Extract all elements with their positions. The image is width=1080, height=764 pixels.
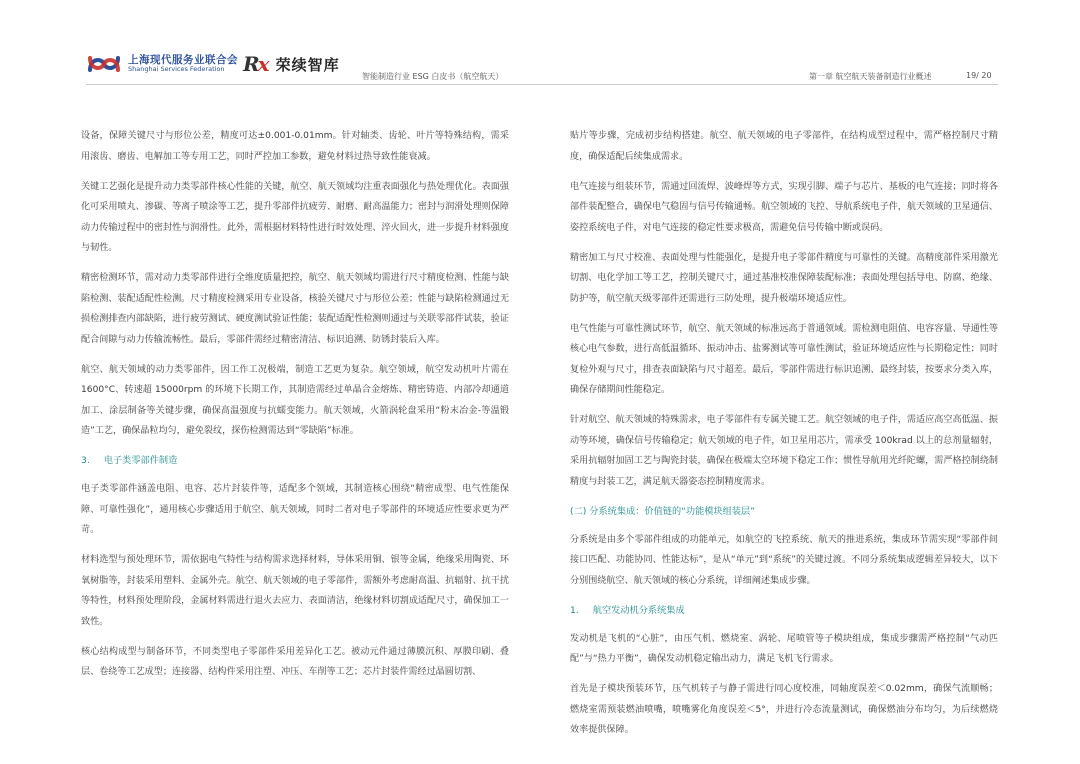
chapter-title: 第一章 航空航天装备制造行业概述 — [809, 72, 932, 81]
section-heading — [81, 451, 509, 471]
header-divider — [86, 84, 998, 85]
paragraph: 核心结构成型与制备环节，不同类型电子零部件采用差异化工艺。被动元件通过薄膜沉积、厚膜印刷、叠层、卷绕等工艺成型；连接器、结构件采用注塑、冲压、车削等工艺；芯片封装件需经过晶圆切割、 — [81, 646, 509, 677]
paragraph: 材料选型与预处理环节，需依据电气特性与结构需求选择材料，导体采用铜、银等金属，绝缘采用陶瓷、环氧树脂等，封装采用塑料、金属外壳。航空、航天领域的电子零部件，需额外考虑耐高温、抗辐射、抗干扰等特性，材料预处理阶段，金属材料需进行退火去应力、表面清洁，绝缘材料切割成适配尺寸，确保加工一致性。 — [81, 555, 509, 627]
paragraph: 电子类零部件涵盖电阻、电容、芯片封装件等，适配多个领域，其制造核心围绕“精密成型、电气性能保障、可靠性强化”，通用核心步骤适用于航空、航天领域，同时二者对电子零部件的环境适应性要求更为严苛。 — [81, 484, 509, 535]
left-column — [81, 126, 509, 692]
section-number: 3. — [81, 455, 90, 466]
paragraph: 首先是子模块预装环节，压气机转子与静子需进行同心度校准，同轴度误差＜0.02mm，确保气流顺畅；燃烧室需预装燃油喷嘴，喷嘴雾化角度误差＜5°，并进行冷态流量测试，确保燃油分布均匀，为后续燃烧效率提供保障。 — [570, 684, 998, 735]
paragraph: 电气性能与可靠性测试环节，航空、航天领域的标准远高于普通领域。需检测电阻值、电容容量、导通性等核心电气参数，进行高低温循环、振动冲击、盐雾测试等可靠性测试，验证环境适应性与长期稳定性；同时复检外观与尺寸，排查表面缺陷与尺寸超差。最后，零部件需进行标识追溯、最终封装，按要求分类入库，确保存储期间性能稳定。 — [570, 323, 998, 395]
paragraph: 关键工艺强化是提升动力类零部件核心性能的关键，航空、航天领域均注重表面强化与热处理优化。表面强化可采用喷丸、渗碳、等离子喷涂等工艺，提升零部件抗疲劳、耐磨、耐高温能力；密封与润滑处理则保障动力传输过程中的密封性与润滑性。此外，需根据材料特性进行时效处理、淬火回火，进一步提升材料强度与韧性。 — [81, 181, 509, 253]
federation-logo — [86, 50, 238, 78]
paragraph: 分系统是由多个零部件组成的功能单元，如航空的飞控系统、航天的推进系统，集成环节需实现“零部件间接口匹配、功能协同、性能达标”，是从“单元”到“系统”的关键过渡。不同分系统集成逻辑差异较大，以下分别围绕航空、航天领域的核心分系统，详细阐述集成步骤。 — [570, 534, 998, 586]
page-number: 19/ 20 — [966, 71, 992, 80]
right-column — [570, 126, 998, 750]
section-title: 航空发动机分系统集成 — [592, 604, 685, 616]
section-number: 1. — [570, 604, 579, 616]
paragraph: 针对航空、航天领域的特殊需求，电子零部件有专属关键工艺。航空领域的电子件，需适应高空高低温、振动等环境，确保信号传输稳定；航天领域的电子件，如卫星用芯片，需承受 100krad 以上的总剂量辐射，采用抗辐射加固工艺与陶瓷封装，确保在极端太空环境下稳定工作；惯性导航用光纤陀螺，需严格控制绕制精度与封装工艺，满足航天器姿态控制精度需求。 — [570, 415, 998, 487]
brand-mark — [243, 52, 268, 76]
section-heading: (二) 分系统集成：价值链的“功能模块组装层” — [570, 505, 755, 517]
paragraph: 设备，保障关键尺寸与形位公差，精度可达±0.001-0.01mm。针对轴类、齿轮、叶片等特殊结构，需采用滚齿、磨齿、电解加工等专用工艺，同时严控加工参数，避免材料过热导致性能衰减。 — [81, 131, 509, 162]
paragraph: 贴片等步骤，完成初步结构搭建。航空、航天领域的电子零部件，在结构成型过程中，需严格控制尺寸精度，确保适配后续集成需求。 — [570, 131, 998, 162]
document-subtitle: 智能制造行业 ESG 白皮书（航空航天） — [362, 72, 504, 81]
paragraph: 航空、航天领域的动力类零部件，因工作工况极端，制造工艺更为复杂。航空领域，航空发动机叶片需在 1600°C、转速超 15000rpm 的环境下长期工作，其制造需经过单晶合金熔炼、精密铸造、内部冷却通道加工、涂层制备等关键步骤，确保高温强度与抗蠕变能力。航天领域，火箭涡轮盘采用“粉末冶金-等温锻造”工艺，确保晶粒均匀，避免裂纹，探伤检测需达到“零缺陷”标准。 — [81, 364, 509, 436]
federation-logo-icon — [86, 50, 122, 78]
brand-name: 荣续智库 — [275, 55, 340, 74]
paragraph: 精密加工与尺寸校准、表面处理与性能强化，是提升电子零部件精度与可靠性的关键。高精度部件采用激光切割、电化学加工等工艺，控制关键尺寸，通过基准校准保障装配标准；表面处理包括导电、防腐、绝缘、防护等，航空航天级零部件还需进行三防处理，提升极端环境适应性。 — [570, 252, 998, 304]
brand-mark-text: Rx — [243, 52, 268, 76]
subsection-heading — [570, 601, 998, 621]
org-name-cn: 上海现代服务业联合会 — [128, 53, 238, 66]
section-title: 电子类零部件制造 — [103, 455, 178, 466]
paragraph: 精密检测环节，需对动力类零部件进行全维度质量把控，航空、航天领域均需进行尺寸精度检测、性能与缺陷检测、装配适配性检测。尺寸精度检测采用专业设备，核验关键尺寸与形位公差；性能与缺陷检测通过无损检测排查内部缺陷，进行疲劳测试、硬度测试验证性能；装配适配性检测则通过与关联零部件试装，验证配合间隙与动力传输流畅性。最后，零部件需经过精密清洁、标识追溯、防锈封装后入库。 — [81, 273, 509, 345]
paragraph: 发动机是飞机的“心脏”，由压气机、燃烧室、涡轮、尾喷管等子模块组成，集成步骤需严格控制“气动匹配”与“热力平衡”，确保发动机稳定输出动力，满足飞机飞行需求。 — [570, 633, 998, 664]
paragraph: 电气连接与组装环节，需通过回流焊、波峰焊等方式，实现引脚、端子与芯片、基板的电气连接；同时将各部件装配整合，确保电气稳固与信号传输通畅。航空领域的飞控、导航系统电子件，航天领域的卫星通信、姿控系统电子件，对电气连接的稳定性要求极高，需避免信号传输中断或误码。 — [570, 181, 998, 233]
page-header — [0, 0, 1080, 96]
brand-logo — [243, 52, 340, 76]
org-name-en: Shanghai Services Federation — [128, 65, 225, 74]
